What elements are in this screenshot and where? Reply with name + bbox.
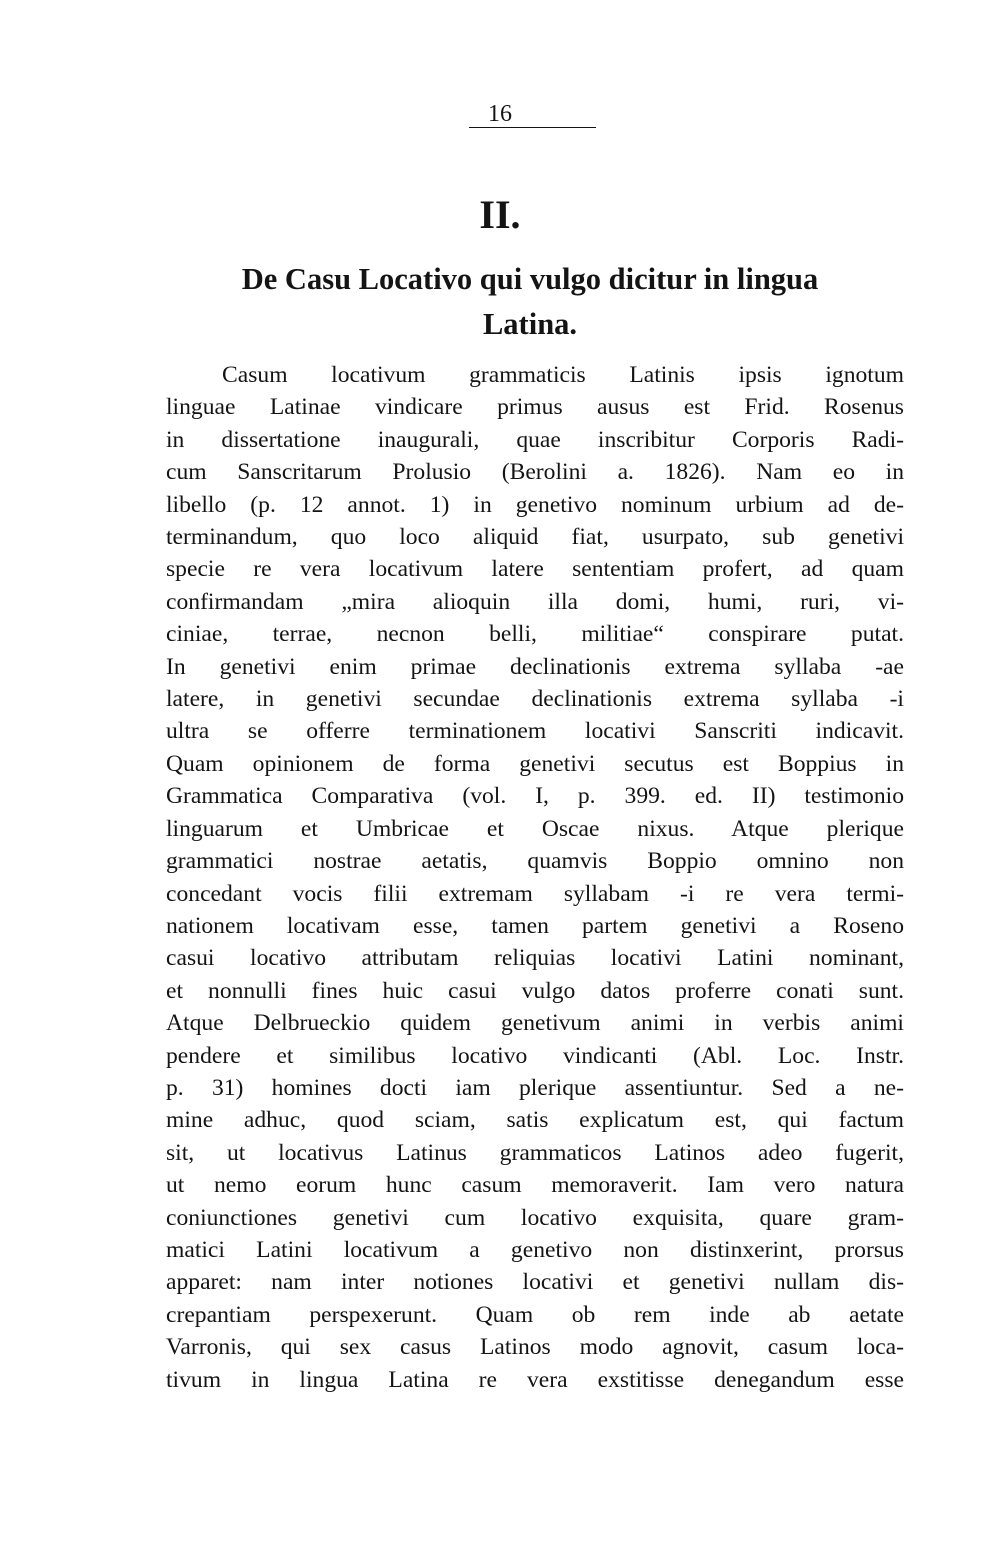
chapter-title-line: Latina. — [482, 307, 578, 341]
text-line: linguarum et Umbricae et Oscae nixus. Atque plerique — [166, 815, 904, 842]
text-line: tivum in lingua Latina re vera exstitisse denegandum esse — [166, 1366, 904, 1393]
text-line: latere, in genetivi secundae declinationis extrema syllaba -i — [166, 686, 904, 713]
body-paragraph — [166, 359, 904, 1396]
text-line: casui locativo attributam reliquias locativi Latini nominant, — [166, 945, 904, 972]
text-line: Casum locativum grammaticis Latinis ipsis ignotum — [222, 362, 904, 388]
text-line: sit, ut locativus Latinus grammaticos Latinos adeo fugerit, — [166, 1139, 904, 1166]
text-line: et nonnulli fines huic casui vulgo datos proferre conati sunt. — [166, 977, 904, 1004]
text-line: libello (p. 12 annot. 1) in genetivo nominum urbium ad de- — [166, 491, 904, 518]
text-line: Varronis, qui sex casus Latinos modo agnovit, casum loca- — [166, 1334, 904, 1361]
text-line: pendere et similibus locativo vindicanti (Abl. Loc. Instr. — [166, 1042, 904, 1069]
text-line: concedant vocis filii extremam syllabam -i re vera termi- — [166, 880, 904, 907]
text-line: apparet: nam inter notiones locativi et genetivi nullam dis- — [166, 1269, 904, 1296]
text-line: ut nemo eorum hunc casum memoraverit. Iam vero natura — [166, 1172, 904, 1199]
text-line: Atque Delbrueckio quidem genetivum animi in verbis animi — [166, 1010, 904, 1037]
text-line: linguae Latinae vindicare primus ausus est Frid. Rosenus — [166, 394, 904, 421]
page-number-rule — [469, 127, 596, 128]
text-line: crepantiam perspexerunt. Quam ob rem inde ab aetate — [166, 1301, 904, 1328]
text-line: specie re vera locativum latere sententiam profert, ad quam — [166, 556, 904, 583]
text-line: Grammatica Comparativa (vol. I, p. 399. ed. II) testimonio — [166, 783, 904, 810]
text-line: confirmandam „mira alioquin illa domi, humi, ruri, vi- — [166, 588, 904, 615]
text-line: coniunctiones genetivi cum locativo exquisita, quare gram- — [166, 1204, 904, 1231]
chapter-title — [160, 257, 900, 347]
text-line: terminandum, quo loco aliquid fiat, usurpato, sub genetivi — [166, 524, 904, 551]
text-line: In genetivi enim primae declinationis extrema syllaba -ae — [166, 653, 904, 680]
text-line: in dissertatione inaugurali, quae inscribitur Corporis Radi- — [166, 426, 904, 453]
text-line: ultra se offerre terminationem locativi Sanscriti indicavit. — [166, 718, 904, 745]
page-number: 16 — [488, 101, 512, 127]
text-line: cum Sanscritarum Prolusio (Berolini a. 1826). Nam eo in — [166, 459, 904, 486]
text-line: p. 31) homines docti iam plerique assentiuntur. Sed a ne- — [166, 1074, 904, 1101]
text-line: grammatici nostrae aetatis, quamvis Boppio omnino non — [166, 848, 904, 875]
text-line: ciniae, terrae, necnon belli, militiae“ conspirare putat. — [166, 621, 904, 648]
text-line: mine adhuc, quod sciam, satis explicatum est, qui factum — [166, 1107, 904, 1134]
section-number: II. — [479, 192, 521, 237]
text-line: Quam opinionem de forma genetivi secutus est Boppius in — [166, 750, 904, 777]
text-line: matici Latini locativum a genetivo non distinxerint, prorsus — [166, 1236, 904, 1263]
chapter-title-line: De Casu Locativo qui vulgo dicitur in lingua — [241, 262, 819, 296]
text-line: nationem locativam esse, tamen partem genetivi a Roseno — [166, 912, 904, 939]
